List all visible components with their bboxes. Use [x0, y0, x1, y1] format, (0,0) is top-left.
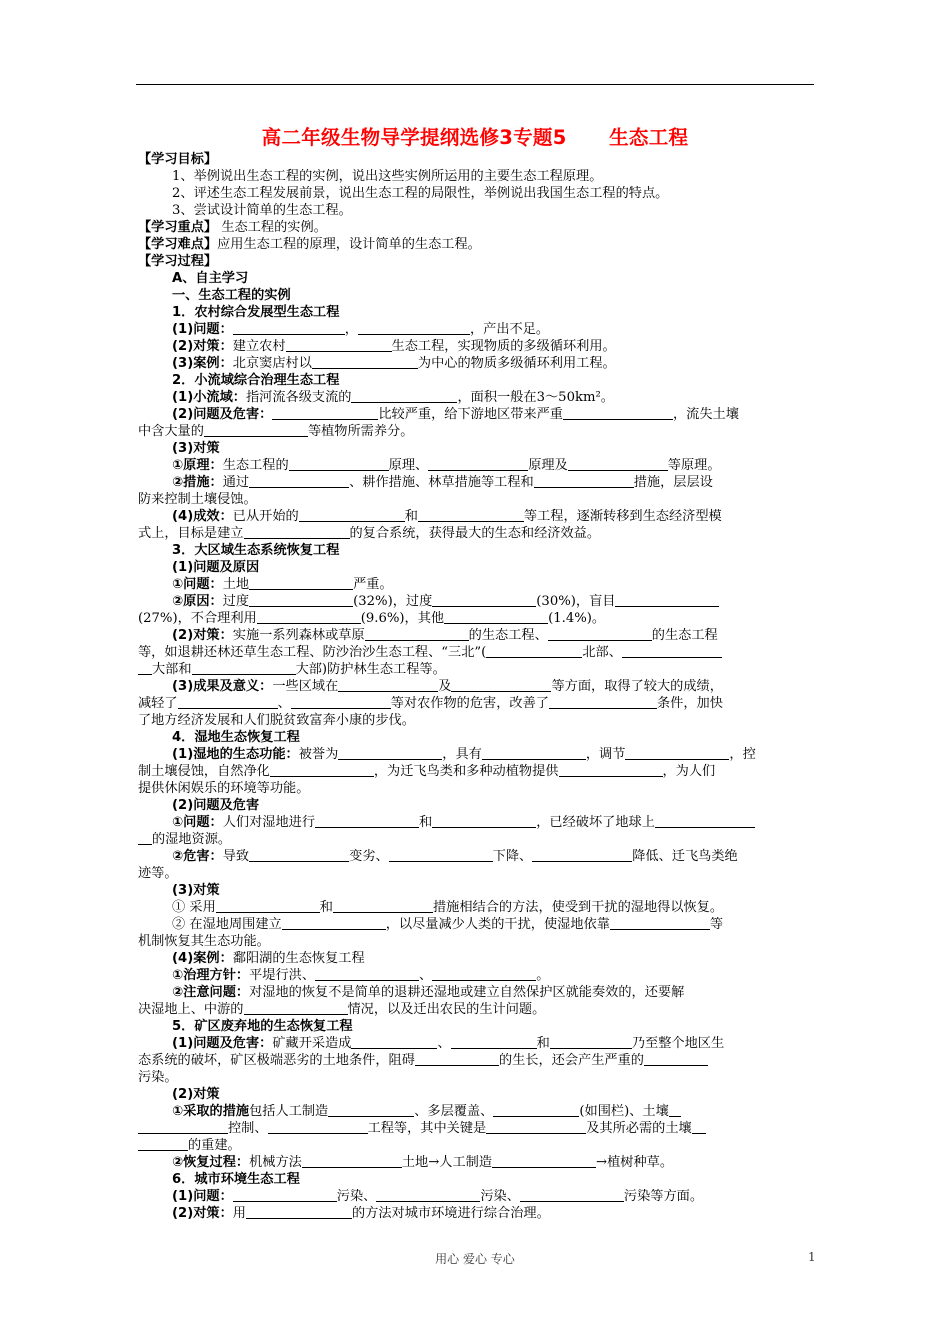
fill-blank[interactable]: [244, 525, 350, 539]
fill-blank[interactable]: [249, 474, 349, 488]
text-line: 控制、 工程等，其中关键是 及其所必需的土壤: [138, 1120, 814, 1137]
fill-blank[interactable]: [138, 1120, 228, 1134]
fill-blank[interactable]: [534, 474, 634, 488]
text-line: ② 在湿地周围建立 ，以尽量减少人类的干扰，使湿地依靠 等: [172, 917, 724, 932]
text-line: (2)对策：用 的方法对城市环境进行综合治理。: [172, 1206, 550, 1221]
text-line: 大部和 大部)防护林生态工程等。: [138, 661, 814, 678]
text-line: (3)成果及意义：一些区域在 及 等方面，取得了较大的成绩，: [172, 679, 723, 694]
fill-blank[interactable]: [549, 695, 657, 709]
fill-blank[interactable]: [568, 457, 668, 471]
fill-blank[interactable]: [415, 1052, 499, 1066]
fill-blank[interactable]: [451, 1035, 537, 1049]
topic-heading: 2．小流域综合治理生态工程: [172, 373, 340, 388]
page-number: 1: [808, 1250, 816, 1264]
fill-blank[interactable]: [520, 1188, 624, 1202]
fill-blank[interactable]: [138, 1137, 188, 1151]
fill-blank[interactable]: [338, 746, 442, 760]
text-line: (1)问题： ， ，产出不足。: [172, 322, 550, 337]
text-line: (2)对策：建立农村 生态工程，实现物质的多级循环利用。: [172, 339, 616, 354]
sub-heading: (3)对策: [172, 883, 220, 898]
topic-heading: 5．矿区废弃地的生态恢复工程: [172, 1019, 353, 1034]
fill-blank[interactable]: [432, 593, 536, 607]
sub-heading: (1)问题及原因: [172, 560, 260, 575]
fill-blank[interactable]: [351, 1035, 437, 1049]
footer-motto: 用心 爱心 专心: [435, 1252, 515, 1266]
text-line: 中含大量的 等植物所需养分。: [138, 424, 414, 439]
fill-blank[interactable]: [257, 610, 361, 624]
text-line: ②注意问题：对湿地的恢复不是简单的退耕还湿地或建立自然保护区就能奏效的，还要解: [172, 985, 685, 1000]
fill-blank[interactable]: [289, 457, 389, 471]
text-line: (1)问题： 污染、 污染、 污染等方面。: [172, 1189, 704, 1204]
fill-blank[interactable]: [244, 1001, 348, 1015]
text-line: (2)对策：实施一系列森林或草原 的生态工程、 的生态工程: [172, 628, 718, 643]
page-title: 高二年级生物导学提纲选修3专题5 生态工程: [261, 126, 689, 149]
fill-blank[interactable]: [493, 1103, 579, 1117]
fill-blank[interactable]: [644, 1052, 708, 1066]
fill-blank[interactable]: [358, 321, 470, 335]
text-line: ②措施：通过 、耕作措施、林草措施等工程和 措施，层层设: [172, 475, 713, 490]
text-line: 了地方经济发展和人们脱贫致富奔小康的步伐。: [138, 713, 415, 728]
fill-blank[interactable]: [338, 678, 438, 692]
fill-blank[interactable]: [625, 746, 729, 760]
objective-2: 2、评述生态工程发展前景，说出生态工程的局限性，举例说出我国生态工程的特点。: [172, 186, 669, 201]
section-heading: 【学习目标】: [138, 152, 218, 167]
fill-blank[interactable]: [286, 338, 392, 352]
text-line: 减轻了 、 等对农作物的危害，改善了 条件，加快: [138, 696, 723, 711]
text-line: ②危害：导致 变劣、 下降、 降低、迁飞鸟类绝: [172, 849, 738, 864]
subsection-heading: 一、生态工程的实例: [172, 288, 291, 303]
fill-blank[interactable]: [216, 899, 320, 913]
fill-blank[interactable]: [615, 593, 719, 607]
text-line: ①问题：土地 严重。: [172, 577, 393, 592]
fill-blank[interactable]: [249, 848, 349, 862]
fill-blank[interactable]: [246, 1205, 352, 1219]
fill-blank[interactable]: [192, 661, 296, 675]
fill-blank[interactable]: [610, 916, 710, 930]
fill-blank[interactable]: [249, 593, 353, 607]
fill-blank[interactable]: [178, 695, 278, 709]
fill-blank[interactable]: [312, 355, 418, 369]
text-line: (2)问题及危害： 比较严重，给下游地区带来严重 ，流失土壤: [172, 407, 739, 422]
header-rule: [136, 84, 814, 85]
key-points: 【学习重点】 生态工程的实例。: [138, 220, 327, 235]
objective-1: 1、举例说出生态工程的实例，说出这些实例所运用的主要生态工程原理。: [172, 169, 603, 184]
text-line: ②原因：过度 (32%)，过度 (30%)，盲目: [172, 593, 814, 610]
fill-blank[interactable]: [444, 610, 548, 624]
sub-heading: (3)对策: [172, 441, 220, 456]
fill-blank[interactable]: [376, 1188, 480, 1202]
fill-blank[interactable]: [268, 1120, 368, 1134]
text-line: 的湿地资源。: [138, 831, 814, 848]
fill-blank[interactable]: [669, 1103, 681, 1117]
text-line: (3)案例：北京窦店村以 为中心的物质多级循环利用工程。: [172, 356, 616, 371]
text-line: (1)湿地的生态功能：被誉为 ，具有 ，调节 ，控: [172, 747, 756, 762]
sub-heading: (2)对策: [172, 1087, 220, 1102]
subsection-heading: A、自主学习: [172, 271, 249, 286]
text-line: ① 采用 和 措施相结合的方法，使受到干扰的湿地得以恢复。: [172, 900, 724, 915]
text-line: ①治理方针：平堤行洪、 、 。: [172, 968, 550, 983]
fill-blank[interactable]: [315, 814, 419, 828]
text-line: 迹等。: [138, 866, 178, 881]
text-line: (1)小流域：指河流各级支流的 ，面积一般在3～50km²。: [172, 390, 614, 405]
sub-heading: (2)问题及危害: [172, 798, 260, 813]
fill-blank[interactable]: [249, 576, 353, 590]
fill-blank[interactable]: [532, 848, 632, 862]
topic-heading: 3．大区域生态系统恢复工程: [172, 543, 340, 558]
fill-blank[interactable]: [270, 763, 374, 777]
objective-3: 3、尝试设计简单的生态工程。: [172, 203, 352, 218]
fill-blank[interactable]: [204, 423, 308, 437]
topic-heading: 4．湿地生态恢复工程: [172, 730, 300, 745]
fill-blank[interactable]: [299, 508, 405, 522]
topic-heading: 1．农村综合发展型生态工程: [172, 305, 340, 320]
fill-blank[interactable]: [389, 848, 493, 862]
text-line: 防来控制土壤侵蚀。: [138, 492, 257, 507]
fill-blank[interactable]: [559, 763, 663, 777]
fill-blank[interactable]: [432, 967, 536, 981]
fill-blank[interactable]: [655, 814, 755, 828]
fill-blank[interactable]: [451, 678, 551, 692]
text-line: ①问题：人们对湿地进行 和 ，已经破坏了地球上: [172, 814, 814, 831]
fill-blank[interactable]: [486, 1120, 586, 1134]
text-line: ①原理：生态工程的 原理、 原理及 等原理。: [172, 458, 721, 473]
topic-heading: 6．城市环境生态工程: [172, 1172, 300, 1187]
text-line: (27%)，不合理利用 (9.6%)，其他 (1.4%)。: [138, 611, 606, 626]
fill-blank[interactable]: [418, 508, 524, 522]
fill-blank[interactable]: [365, 627, 469, 641]
fill-blank[interactable]: [282, 916, 386, 930]
fill-blank[interactable]: [482, 746, 586, 760]
text-line: ①采取的措施包括人工制造 、多层覆盖、 (如围栏)、土壤: [172, 1103, 814, 1120]
text-line: (4)案例：鄱阳湖的生态恢复工程: [172, 951, 365, 966]
fill-blank[interactable]: [315, 967, 419, 981]
fill-blank[interactable]: [428, 457, 528, 471]
fill-blank[interactable]: [563, 406, 673, 420]
fill-blank[interactable]: [272, 406, 378, 420]
fill-blank[interactable]: [233, 1188, 337, 1202]
text-line: 态系统的破坏，矿区极端恶劣的土地条件，阻碍 的生长，还会产生严重的: [138, 1052, 814, 1069]
fill-blank[interactable]: [138, 661, 152, 675]
text-line: 式上，目标是建立 的复合系统，获得最大的生态和经济效益。: [138, 526, 601, 541]
fill-blank[interactable]: [302, 1154, 402, 1168]
fill-blank[interactable]: [233, 321, 345, 335]
section-heading: 【学习过程】: [138, 254, 218, 269]
fill-blank[interactable]: [492, 1154, 596, 1168]
text-line: 等，如退耕还林还草生态工程、防沙治沙生态工程、“三北”( 北部、: [138, 644, 814, 661]
text-line: 决湿地上、中游的 情况，以及迁出农民的生计问题。: [138, 1002, 546, 1017]
fill-blank[interactable]: [550, 1035, 632, 1049]
fill-blank[interactable]: [138, 831, 152, 845]
difficulties: 【学习难点】应用生态工程的原理，设计简单的生态工程。: [138, 237, 481, 252]
text-line: 的重建。: [138, 1137, 814, 1154]
fill-blank[interactable]: [432, 814, 536, 828]
fill-blank[interactable]: [548, 627, 652, 641]
text-line: 制土壤侵蚀，自然净化 ，为迁飞鸟类和多种动植物提供 ，为人们: [138, 764, 716, 779]
fill-blank[interactable]: [692, 1120, 706, 1134]
fill-blank[interactable]: [351, 389, 457, 403]
text-line: 机制恢复其生态功能。: [138, 934, 270, 949]
fill-blank[interactable]: [328, 1103, 414, 1117]
text-line: 提供休闲娱乐的环境等功能。: [138, 781, 310, 796]
fill-blank[interactable]: [291, 695, 391, 709]
fill-blank[interactable]: [333, 899, 433, 913]
text-line: (4)成效：已从开始的 和 等工程，逐渐转移到生态经济型模: [172, 509, 722, 524]
fill-blank[interactable]: [486, 644, 582, 658]
text-line: (1)问题及危害：矿藏开采造成 、 和 乃至整个地区生: [172, 1036, 725, 1051]
text-line: ②恢复过程：机械方法 土地→人工制造 →植树种草。: [172, 1155, 674, 1170]
fill-blank[interactable]: [622, 644, 722, 658]
text-line: 污染。: [138, 1070, 178, 1085]
